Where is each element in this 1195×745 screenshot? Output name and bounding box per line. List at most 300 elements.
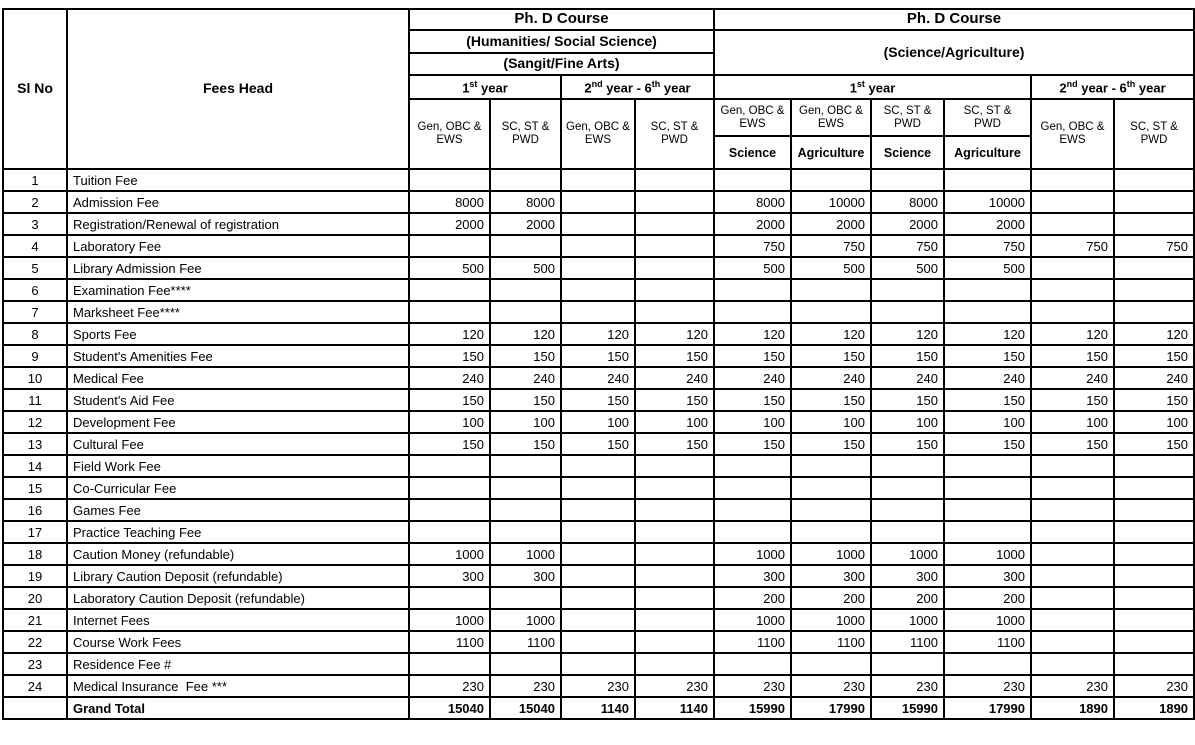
fee-value-cell [1114,631,1194,653]
fee-value-cell: 1140 [561,697,635,719]
fee-value-cell: 200 [714,587,791,609]
fee-value-cell [409,169,490,191]
fee-value-cell: 8000 [409,191,490,213]
table-row [3,323,1194,345]
fee-value-cell: 300 [871,565,944,587]
fee-value-cell: 240 [871,367,944,389]
fee-value-cell: 150 [1031,433,1114,455]
year-header-sci-1st: 1st year [714,75,1031,99]
fee-value-cell: 150 [635,389,714,411]
fee-value-cell: 240 [791,367,871,389]
fee-value-cell [1031,257,1114,279]
fee-value-cell [1114,543,1194,565]
fee-value-cell: 1000 [944,609,1031,631]
fee-value-cell: 1140 [635,697,714,719]
fee-value-cell: 100 [490,411,561,433]
sl-no-cell: 14 [3,455,67,477]
sl-no-cell: 21 [3,609,67,631]
fees-head-cell: Student's Amenities Fee [67,345,409,367]
stream-agriculture-2: Agriculture [944,136,1031,169]
fee-value-cell: 120 [409,323,490,345]
table-row [3,279,1194,301]
fee-value-cell: 230 [409,675,490,697]
table-row [3,587,1194,609]
fee-value-cell [561,653,635,675]
fee-value-cell [871,499,944,521]
sl-no-cell: 20 [3,587,67,609]
fee-value-cell [490,455,561,477]
fee-value-cell: 150 [561,433,635,455]
fee-value-cell [635,631,714,653]
fee-value-cell [1114,499,1194,521]
fee-value-cell: 230 [871,675,944,697]
fee-value-cell: 230 [490,675,561,697]
fee-value-cell: 750 [791,235,871,257]
cat-hum-2nd-gen: Gen, OBC & EWS [561,99,635,169]
table-row [3,543,1194,565]
table-row [3,367,1194,389]
fee-value-cell: 150 [944,345,1031,367]
fees-head-cell: Grand Total [67,697,409,719]
fee-value-cell [561,521,635,543]
fee-value-cell: 150 [490,389,561,411]
fee-value-cell [561,631,635,653]
fee-value-cell [1031,213,1114,235]
cat-sci-1st-gen-science: Gen, OBC & EWS [714,99,791,136]
table-row [3,191,1194,213]
table-row [3,433,1194,455]
fee-value-cell: 300 [409,565,490,587]
fee-value-cell [791,653,871,675]
fee-value-cell [561,301,635,323]
fee-value-cell: 300 [490,565,561,587]
fee-value-cell: 8000 [871,191,944,213]
fee-value-cell [635,521,714,543]
fee-value-cell: 1100 [409,631,490,653]
fees-head-cell: Registration/Renewal of registration [67,213,409,235]
fee-value-cell [635,301,714,323]
sl-no-cell: 8 [3,323,67,345]
fee-value-cell [1031,191,1114,213]
fee-value-cell: 17990 [944,697,1031,719]
table-row [3,609,1194,631]
fee-value-cell: 150 [714,345,791,367]
fee-value-cell: 150 [791,433,871,455]
table-row [3,389,1194,411]
fees-table [2,8,1195,720]
fees-head-cell: Cultural Fee [67,433,409,455]
table-row [3,521,1194,543]
fees-head-cell: Library Caution Deposit (refundable) [67,565,409,587]
fee-value-cell: 200 [944,587,1031,609]
fee-value-cell: 230 [1031,675,1114,697]
table-row [3,631,1194,653]
fee-value-cell [944,521,1031,543]
fee-value-cell [944,499,1031,521]
fees-head-cell: Examination Fee**** [67,279,409,301]
fee-value-cell [635,257,714,279]
fee-value-cell [561,455,635,477]
fee-value-cell: 500 [409,257,490,279]
fee-value-cell: 1100 [714,631,791,653]
fee-value-cell: 2000 [871,213,944,235]
fee-value-cell [490,587,561,609]
fee-value-cell [561,213,635,235]
fee-value-cell [490,521,561,543]
fee-value-cell [1114,279,1194,301]
fee-value-cell [791,279,871,301]
fee-value-cell [561,191,635,213]
fee-value-cell: 150 [791,389,871,411]
fee-value-cell: 240 [944,367,1031,389]
fees-head-cell: Laboratory Caution Deposit (refundable) [67,587,409,609]
fee-value-cell: 150 [1114,345,1194,367]
fee-value-cell: 15040 [490,697,561,719]
cat-hum-2nd-sc: SC, ST & PWD [635,99,714,169]
subtitle-science-agriculture: (Science/Agriculture) [714,30,1194,75]
header-row-course [3,9,1194,30]
fee-value-cell [561,169,635,191]
fee-value-cell: 150 [490,433,561,455]
cat-sci-1st-sc-science: SC, ST & PWD [871,99,944,136]
col-header-sl-no: Sl No [3,9,67,169]
fees-head-cell: Library Admission Fee [67,257,409,279]
fee-value-cell [635,565,714,587]
fee-value-cell [714,521,791,543]
fee-value-cell: 100 [871,411,944,433]
fee-value-cell: 300 [944,565,1031,587]
fee-value-cell [635,653,714,675]
fees-head-cell: Development Fee [67,411,409,433]
fee-value-cell: 150 [490,345,561,367]
sl-no-cell: 5 [3,257,67,279]
fee-value-cell [409,499,490,521]
fee-value-cell: 200 [871,587,944,609]
fee-value-cell [1114,609,1194,631]
fee-value-cell: 1100 [944,631,1031,653]
fee-value-cell [561,257,635,279]
fee-value-cell: 1100 [871,631,944,653]
table-row [3,675,1194,697]
fee-value-cell: 15040 [409,697,490,719]
cat-sci-2nd-sc: SC, ST & PWD [1114,99,1194,169]
fee-value-cell [871,455,944,477]
fee-value-cell [1031,477,1114,499]
fee-value-cell [871,521,944,543]
fee-value-cell [1031,301,1114,323]
cat-hum-1st-sc: SC, ST & PWD [490,99,561,169]
fee-value-cell: 240 [490,367,561,389]
subtitle-humanities: (Humanities/ Social Science) [409,30,714,53]
fee-value-cell [944,477,1031,499]
fee-value-cell: 150 [635,433,714,455]
fee-value-cell: 150 [714,433,791,455]
subtitle-sangit-fine-arts: (Sangit/Fine Arts) [409,53,714,75]
fee-value-cell [561,477,635,499]
fee-value-cell [1031,521,1114,543]
fee-value-cell [561,587,635,609]
fee-value-cell [944,455,1031,477]
fee-value-cell: 120 [1114,323,1194,345]
fees-head-cell: Marksheet Fee**** [67,301,409,323]
sl-no-cell: 18 [3,543,67,565]
fee-value-cell: 150 [1031,345,1114,367]
fee-value-cell: 500 [944,257,1031,279]
fee-value-cell [1114,455,1194,477]
fee-value-cell [490,235,561,257]
fee-value-cell: 2000 [714,213,791,235]
fee-value-cell [1114,565,1194,587]
sl-no-cell: 4 [3,235,67,257]
sl-no-cell: 24 [3,675,67,697]
fee-value-cell [1031,455,1114,477]
table-row [3,411,1194,433]
table-body [3,169,1194,719]
fee-value-cell [409,301,490,323]
fee-value-cell: 2000 [944,213,1031,235]
fees-head-cell: Residence Fee # [67,653,409,675]
fee-value-cell: 1100 [490,631,561,653]
fee-value-cell [714,169,791,191]
fees-head-cell: Course Work Fees [67,631,409,653]
fee-value-cell: 150 [561,345,635,367]
fee-value-cell [409,521,490,543]
stream-science-2: Science [871,136,944,169]
fee-value-cell: 230 [714,675,791,697]
cat-hum-1st-gen: Gen, OBC & EWS [409,99,490,169]
cat-sci-1st-gen-agri: Gen, OBC & EWS [791,99,871,136]
fee-value-cell [490,477,561,499]
fee-value-cell: 300 [791,565,871,587]
fee-value-cell: 1000 [944,543,1031,565]
fee-value-cell: 1000 [791,609,871,631]
sl-no-cell: 6 [3,279,67,301]
fee-value-cell [791,169,871,191]
fee-value-cell: 230 [1114,675,1194,697]
fee-value-cell: 120 [561,323,635,345]
fee-value-cell [561,279,635,301]
fee-value-cell [1114,653,1194,675]
fee-value-cell: 120 [635,323,714,345]
sl-no-cell: 19 [3,565,67,587]
fee-value-cell [635,191,714,213]
sl-no-cell: 9 [3,345,67,367]
fee-value-cell: 300 [714,565,791,587]
fee-value-cell: 1000 [871,609,944,631]
fee-value-cell [1114,301,1194,323]
fee-value-cell [1114,257,1194,279]
fee-value-cell [1031,279,1114,301]
fee-value-cell [791,301,871,323]
fee-value-cell: 2000 [490,213,561,235]
fee-value-cell: 230 [561,675,635,697]
fee-value-cell: 150 [409,345,490,367]
fee-value-cell: 1890 [1114,697,1194,719]
fee-value-cell [635,213,714,235]
fee-value-cell: 1890 [1031,697,1114,719]
fee-value-cell [714,301,791,323]
fee-value-cell: 8000 [714,191,791,213]
fee-value-cell [635,543,714,565]
fees-head-cell: Admission Fee [67,191,409,213]
sl-no-cell: 3 [3,213,67,235]
fee-value-cell: 100 [635,411,714,433]
fee-value-cell [635,499,714,521]
fee-value-cell [714,499,791,521]
fee-value-cell: 100 [791,411,871,433]
fee-value-cell: 2000 [409,213,490,235]
fee-value-cell: 15990 [714,697,791,719]
fee-value-cell: 100 [714,411,791,433]
sl-no-cell: 17 [3,521,67,543]
fee-value-cell: 240 [635,367,714,389]
fee-value-cell [791,477,871,499]
fee-value-cell: 240 [561,367,635,389]
fees-head-cell: Co-Curricular Fee [67,477,409,499]
fee-value-cell: 100 [561,411,635,433]
fees-head-cell: Sports Fee [67,323,409,345]
fee-value-cell: 750 [944,235,1031,257]
table-row [3,235,1194,257]
fee-value-cell: 150 [409,433,490,455]
fee-value-cell [635,235,714,257]
fee-value-cell: 150 [944,389,1031,411]
year-header-hum-2nd-6th: 2nd year - 6th year [561,75,714,99]
fee-value-cell [409,235,490,257]
sl-no-cell: 7 [3,301,67,323]
fee-value-cell [944,169,1031,191]
fee-value-cell: 200 [791,587,871,609]
fee-value-cell: 1000 [714,609,791,631]
fee-value-cell [409,587,490,609]
fee-value-cell [409,653,490,675]
fee-value-cell [561,235,635,257]
fee-value-cell: 150 [1114,389,1194,411]
fee-value-cell: 240 [1114,367,1194,389]
fees-head-cell: Student's Aid Fee [67,389,409,411]
fees-head-cell: Tuition Fee [67,169,409,191]
fee-value-cell: 1000 [490,543,561,565]
year-header-sci-2nd-6th: 2nd year - 6th year [1031,75,1194,99]
fee-value-cell [635,279,714,301]
fee-value-cell: 230 [944,675,1031,697]
fee-value-cell: 150 [871,433,944,455]
fee-value-cell: 230 [635,675,714,697]
fees-head-cell: Internet Fees [67,609,409,631]
fee-value-cell: 1000 [409,609,490,631]
fee-value-cell [561,499,635,521]
sl-no-cell: 22 [3,631,67,653]
fee-value-cell: 230 [791,675,871,697]
table-row [3,653,1194,675]
fee-value-cell [1114,213,1194,235]
fee-value-cell [635,169,714,191]
fee-value-cell [561,543,635,565]
fee-value-cell: 120 [1031,323,1114,345]
fee-value-cell [871,279,944,301]
course-title-science: Ph. D Course [714,9,1194,30]
fee-value-cell: 100 [1114,411,1194,433]
fee-value-cell: 150 [1114,433,1194,455]
fee-value-cell [1114,169,1194,191]
fee-value-cell: 120 [944,323,1031,345]
fees-head-cell: Caution Money (refundable) [67,543,409,565]
fee-value-cell [1114,191,1194,213]
fee-value-cell: 150 [1031,389,1114,411]
fees-head-cell: Field Work Fee [67,455,409,477]
fee-value-cell [871,169,944,191]
fee-value-cell [561,565,635,587]
col-header-fees-head: Fees Head [67,9,409,169]
fees-head-cell: Medical Insurance Fee *** [67,675,409,697]
fee-value-cell: 120 [791,323,871,345]
sl-no-cell: 16 [3,499,67,521]
fee-value-cell [490,169,561,191]
table-row [3,565,1194,587]
fee-value-cell [714,279,791,301]
fee-value-cell [714,653,791,675]
fee-value-cell [871,301,944,323]
fee-value-cell: 150 [871,345,944,367]
fee-value-cell: 100 [1031,411,1114,433]
sl-no-cell: 23 [3,653,67,675]
fee-value-cell: 150 [871,389,944,411]
fee-value-cell [714,477,791,499]
fee-value-cell [1114,521,1194,543]
fee-value-cell [490,279,561,301]
fee-value-cell [490,653,561,675]
fee-value-cell: 100 [944,411,1031,433]
fee-value-cell: 150 [561,389,635,411]
fee-value-cell: 1000 [791,543,871,565]
fee-value-cell: 240 [714,367,791,389]
fee-value-cell [1031,587,1114,609]
table-row [3,499,1194,521]
cat-sci-2nd-gen: Gen, OBC & EWS [1031,99,1114,169]
fee-value-cell: 1000 [871,543,944,565]
grand-total-row [3,697,1194,719]
fee-value-cell [409,455,490,477]
fee-value-cell: 100 [409,411,490,433]
sl-no-cell: 10 [3,367,67,389]
fee-value-cell: 150 [944,433,1031,455]
table-row [3,477,1194,499]
fee-value-cell: 1000 [714,543,791,565]
sl-no-cell: 12 [3,411,67,433]
fee-value-cell: 15990 [871,697,944,719]
fee-value-cell: 1000 [409,543,490,565]
fees-head-cell: Practice Teaching Fee [67,521,409,543]
fee-value-cell [635,587,714,609]
stream-agriculture-1: Agriculture [791,136,871,169]
fee-value-cell: 10000 [791,191,871,213]
cat-sci-1st-sc-agri: SC, ST & PWD [944,99,1031,136]
fee-value-cell [409,279,490,301]
fee-value-cell [561,609,635,631]
fee-value-cell: 240 [409,367,490,389]
stream-science-1: Science [714,136,791,169]
fee-value-cell: 750 [1031,235,1114,257]
fee-value-cell [944,279,1031,301]
fee-value-cell [1031,499,1114,521]
fee-value-cell: 500 [871,257,944,279]
fees-head-cell: Medical Fee [67,367,409,389]
fee-value-cell [1114,477,1194,499]
table-row [3,213,1194,235]
year-header-hum-1st: 1st year [409,75,561,99]
fee-value-cell: 150 [714,389,791,411]
fee-value-cell [1031,631,1114,653]
